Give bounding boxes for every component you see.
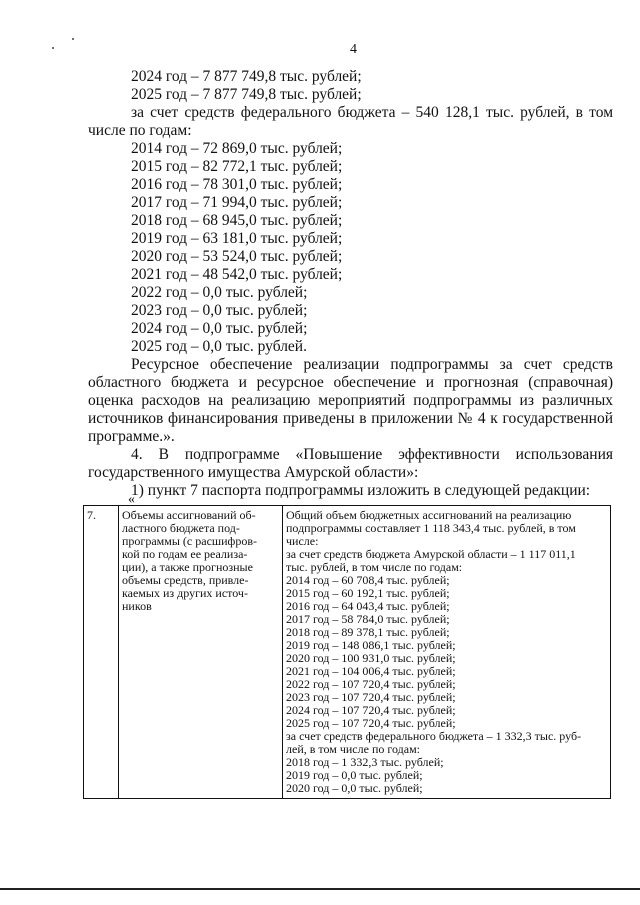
body-line: 2020 год – 53 524,0 тыс. рублей;: [131, 248, 343, 265]
content-line: 2023 год – 107 720,4 тыс. рублей;: [286, 690, 456, 704]
body-line: областного бюджета и ресурсное обеспечение и прогнозная (справочная): [88, 374, 613, 391]
body-line: 2015 год – 82 772,1 тыс. рублей;: [131, 158, 343, 175]
body-line: 2018 год – 68 945,0 тыс. рублей;: [131, 212, 343, 229]
content-line: 2019 год – 148 086,1 тыс. рублей;: [286, 638, 456, 652]
body-line: 1) пункт 7 паспорта подпрограммы изложить в следующей редакции:: [131, 482, 591, 499]
body-line: Ресурсное обеспечение реализации подпрограммы за счет средств: [131, 356, 613, 373]
opening-quote: «: [128, 492, 135, 507]
body-line: 2022 год – 0,0 тыс. рублей;: [131, 284, 308, 301]
content-line: 2022 год – 107 720,4 тыс. рублей;: [286, 677, 456, 691]
label-line: Объемы ассигнований об-: [122, 508, 256, 522]
row-number-cell: [84, 506, 119, 799]
content-line: тыс. рублей, в том числе по годам:: [286, 560, 463, 574]
content-line: 2025 год – 107 720,4 тыс. рублей;: [286, 716, 456, 730]
label-line: каемых из других источ-: [122, 586, 248, 600]
body-line: 2021 год – 48 542,0 тыс. рублей;: [131, 266, 343, 283]
label-line: ластного бюджета под-: [122, 521, 240, 535]
content-line: 2020 год – 100 931,0 тыс. рублей;: [286, 651, 456, 665]
content-line: лей, в том числе по годам:: [286, 742, 421, 756]
body-line: 2023 год – 0,0 тыс. рублей;: [131, 302, 308, 319]
content-line: 2017 год – 58 784,0 тыс. рублей;: [286, 612, 450, 626]
label-line: ции), а также прогнозные: [122, 560, 253, 574]
content-line: подпрограммы составляет 1 118 343,4 тыс. рублей, в том: [286, 521, 576, 535]
label-line: кой по годам ее реализа-: [122, 547, 248, 561]
body-line: 2019 год – 63 181,0 тыс. рублей;: [131, 230, 343, 247]
content-line: 2019 год – 0,0 тыс. рублей;: [286, 768, 423, 782]
label-line: объемы средств, привле-: [122, 573, 249, 587]
label-line: программы (с расшифров-: [122, 534, 257, 548]
content-line: 2014 год – 60 708,4 тыс. рублей;: [286, 573, 450, 587]
content-line: 2015 год – 60 192,1 тыс. рублей;: [286, 586, 450, 600]
content-line: 2018 год – 1 332,3 тыс. рублей;: [286, 755, 444, 769]
body-line: оценка расходов на реализацию мероприятий подпрограммы из различных: [88, 392, 613, 409]
content-line: 2018 год – 89 378,1 тыс. рублей;: [286, 625, 450, 639]
content-line: 2020 год – 0,0 тыс. рублей;: [286, 781, 423, 795]
body-line: 2014 год – 72 869,0 тыс. рублей;: [131, 140, 343, 157]
body-line: 2017 год – 71 994,0 тыс. рублей;: [131, 194, 343, 211]
body-line: 2025 год – 7 877 749,8 тыс. рублей;: [131, 86, 362, 103]
passport-table: [83, 505, 611, 799]
scan-speck: [52, 47, 54, 49]
content-line: за счет средств федерального бюджета – 1 332,3 тыс. руб-: [286, 729, 582, 743]
body-line: 2025 год – 0,0 тыс. рублей.: [131, 338, 307, 355]
label-line: ников: [122, 599, 152, 613]
body-line: 2024 год – 7 877 749,8 тыс. рублей;: [131, 68, 362, 85]
body-line: государственного имущества Амурской области»:: [88, 464, 419, 481]
page-number: 4: [350, 42, 357, 57]
body-line: 2016 год – 78 301,0 тыс. рублей;: [131, 176, 343, 193]
body-line: за счет средств федерального бюджета – 540 128,1 тыс. рублей, в том: [131, 104, 613, 121]
page-bottom-edge: [0, 888, 640, 890]
body-line: 2024 год – 0,0 тыс. рублей;: [131, 320, 308, 337]
body-line: программе.».: [88, 428, 175, 445]
row-label-cell: [119, 506, 283, 799]
content-line: 2021 год – 104 006,4 тыс. рублей;: [286, 664, 456, 678]
body-line: 4. В подпрограмме «Повышение эффективности использования: [131, 446, 613, 463]
scan-speck: [72, 38, 74, 40]
content-line: Общий объем бюджетных ассигнований на реализацию: [286, 508, 572, 522]
content-line: 2024 год – 107 720,4 тыс. рублей;: [286, 703, 456, 717]
content-line: 2016 год – 64 043,4 тыс. рублей;: [286, 599, 450, 613]
content-line: за счет средств бюджета Амурской области – 1 117 011,1: [286, 547, 576, 561]
content-line: числе:: [286, 534, 319, 548]
body-line: источников финансирования приведены в приложении № 4 к государственной: [88, 410, 613, 427]
table-row: [84, 506, 611, 799]
row-number: 7.: [87, 508, 96, 522]
row-content-cell: [283, 506, 611, 799]
body-line: числе по годам:: [88, 122, 192, 139]
